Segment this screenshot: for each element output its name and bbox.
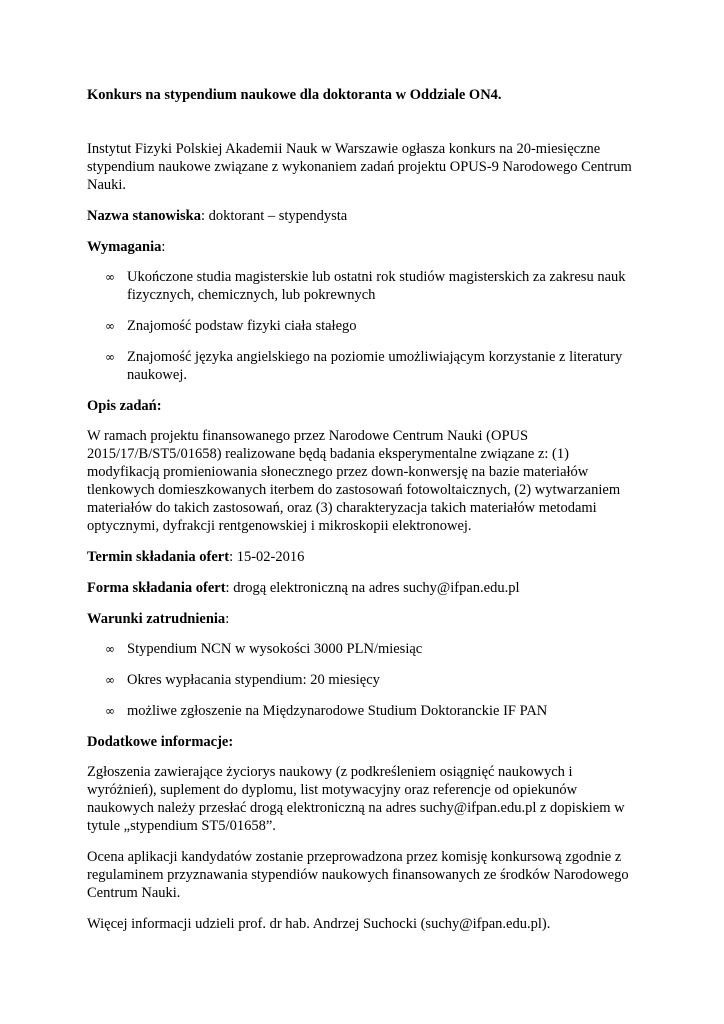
list-item: ∞ Znajomość języka angielskiego na poziomie umożliwiającym korzystanie z literatury naukowej. [105,349,623,383]
submission-field [87,579,643,597]
intro-paragraph: Instytut Fizyki Polskiej Akademii Nauk w Warszawie ogłasza konkurs na 20-miesięczne stypendium naukowe związane z wykonaniem zadań projektu OPUS-9 Narodowego Centrum Nauki. [87,141,632,193]
additional-heading [87,733,643,751]
requirements-label: Wymagania [87,239,162,255]
infinity-bullet-icon: ∞ [105,350,115,364]
additional-label: Dodatkowe informacje: [87,734,234,750]
infinity-bullet-icon: ∞ [105,319,115,333]
deadline-label: Termin składania ofert [87,549,230,565]
additional-paragraph: Zgłoszenia zawierające życiorys naukowy (z podkreśleniem osiągnięć naukowych i wyróżnień), suplement do dyplomu, list motywacyjny oraz referencje od opiekunów naukowych należy przesłać drogą elektroniczną na adres suchy@ifpan.edu.pl z dopiskiem w tytule „stypendium ST5/01658”. [87,764,625,834]
infinity-bullet-icon: ∞ [105,704,115,718]
document-body [87,86,643,946]
requirements-list [87,268,643,384]
tasks-label: Opis zadań: [87,398,162,414]
infinity-bullet-icon: ∞ [105,270,115,284]
requirements-heading: Wymagania: [87,239,166,255]
infinity-bullet-icon: ∞ [105,642,115,656]
list-item: ∞ Ukończone studia magisterskie lub ostatni rok studiów magisterskich za zakresu nauk fizycznych, chemicznych, lub pokrewnych [105,269,626,303]
list-item: ∞ Stypendium NCN w wysokości 3000 PLN/miesiąc [105,641,423,657]
position-label: Nazwa stanowiska [87,208,201,224]
submission-value: : drogą elektroniczną na adres suchy@ifpan.edu.pl [225,580,520,596]
list-item: ∞ Okres wypłacania stypendium: 20 miesięcy [105,672,380,688]
list-item: ∞ Znajomość podstaw fizyki ciała stałego [105,318,357,334]
deadline-value: : 15-02-2016 [229,549,305,565]
list-item: ∞ możliwe zgłoszenie na Międzynarodowe Studium Doktoranckie IF PAN [105,703,548,719]
position-value: : doktorant – stypendysta [201,208,348,224]
conditions-list [87,640,643,720]
conditions-label: Warunki zatrudnienia [87,611,226,627]
conditions-heading: Warunki zatrudnienia: [87,611,230,627]
infinity-bullet-icon: ∞ [105,673,115,687]
position-field [87,207,643,225]
contact-paragraph: Więcej informacji udzieli prof. dr hab. Andrzej Suchocki (suchy@ifpan.edu.pl). [87,916,551,932]
page-title: Konkurs na stypendium naukowe dla doktoranta w Oddziale ON4. [87,87,502,103]
tasks-paragraph: W ramach projektu finansowanego przez Narodowe Centrum Nauki (OPUS 2015/17/B/ST5/01658) realizowane będą badania eksperymentalne związane z: (1) modyfikacją promieniowania słonecznego przez down-konwersję na bazie materiałów tlenkowych domieszkowanych iterbem do zastosowań fotowoltaicznych, (2) wytwarzaniem materiałów do takich zastosowań, oraz (3) charakteryzacja takich materiałów metodami optycznymi, dyfrakcji rentgenowskiej i mikroskopii elektronowej. [87,428,621,534]
submission-label: Forma składania ofert [87,580,226,596]
tasks-heading [87,397,643,415]
additional-paragraph: Ocena aplikacji kandydatów zostanie przeprowadzona przez komisję konkursową zgodnie z regulaminem przyznawania stypendiów naukowych finansowanych ze środków Narodowego Centrum Nauki. [87,849,629,901]
deadline-field [87,548,643,566]
